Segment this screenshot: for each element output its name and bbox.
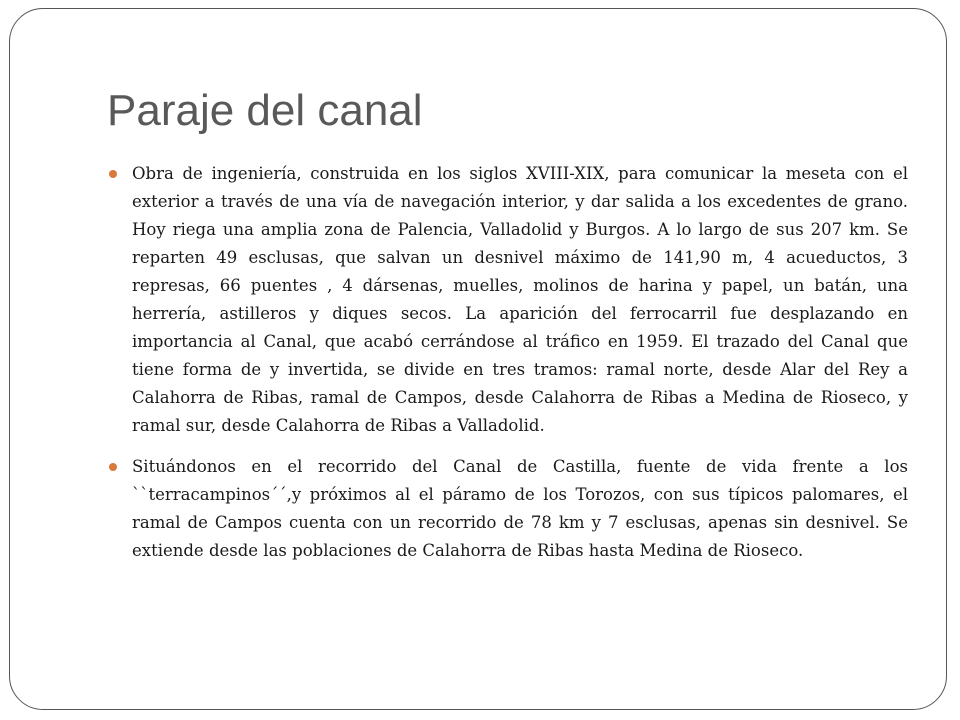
bullet-item-canal-description: [108, 160, 908, 440]
bullet-text: Situándonos en el recorrido del Canal de Castilla, fuente de vida frente a los ``terracampinos´´,y próximos al el páramo de los Torozos, con sus típicos palomares, el ramal de Campos cuenta con un recorrido de 78 km y 7 esclusas, apenas sin desnivel. Se extiende desde las poblaciones de Calahorra de Ribas hasta Medina de Rioseco.: [132, 457, 908, 560]
bullet-item-ramal-campos: [108, 453, 908, 565]
bullet-text: Obra de ingeniería, construida en los siglos XVIII-XIX, para comunicar la meseta con el exterior a través de una vía de navegación interior, y dar salida a los excedentes de grano. Hoy riega una amplia zona de Palencia, Valladolid y Burgos. A lo largo de sus 207 km. Se reparten 49 esclusas, que salvan un desnivel máximo de 141,90 m, 4 acueductos, 3 represas, 66 puentes , 4 dársenas, muelles, molinos de harina y papel, un batán, una herrería, astilleros y diques secos. La aparición del ferrocarril fue desplazando en importancia al Canal, que acabó cerrándose al tráfico en 1959. El trazado del Canal que tiene forma de y invertida, se divide en tres tramos: ramal norte, desde Alar del Rey a Calahorra de Ribas, ramal de Campos, desde Calahorra de Ribas a Medina de Rioseco, y ramal sur, desde Calahorra de Ribas a Valladolid.: [132, 164, 908, 435]
bullet-list: [108, 160, 908, 578]
bullet-dot-icon: [109, 170, 117, 178]
slide-title: Paraje del canal: [107, 86, 423, 135]
bullet-dot-icon: [109, 463, 117, 471]
